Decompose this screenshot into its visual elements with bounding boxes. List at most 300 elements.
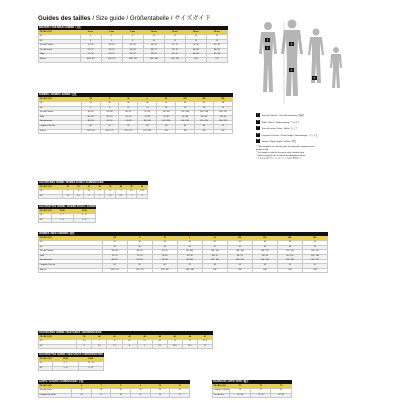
table-cell: 14 xyxy=(185,39,206,44)
table-cell: T2 xyxy=(250,385,271,389)
table-cell: 46 xyxy=(252,241,277,246)
table-cell: 2XL xyxy=(227,237,252,241)
row-label: US xyxy=(39,362,53,367)
table-cell: 9.5 xyxy=(126,190,137,195)
table-row xyxy=(39,129,233,134)
row-label: UK xyxy=(39,106,82,111)
table-cell: 36 xyxy=(127,241,152,246)
table-cell: 12 xyxy=(164,35,185,40)
table-cell: 28 xyxy=(170,389,190,394)
table-cell: 98 / 102 xyxy=(277,254,302,259)
note-line: * Cette longueur est calculée pour les pantalons uniquement en xyxy=(256,146,315,148)
size-table xyxy=(38,185,148,199)
table-cell: 90 / 94 xyxy=(227,254,252,259)
table-cell: 5 - 8 xyxy=(53,366,78,371)
row-label: UK xyxy=(39,245,103,250)
table-cell: 58 / 61 xyxy=(143,53,164,58)
table-cell: 78 / 82 xyxy=(157,115,176,120)
section-header: CHAUSSETTES HOMME / MEN SOCKS / HERRENSOCKEN xyxy=(39,354,103,356)
table-cell: 41 xyxy=(107,336,122,340)
table-cell: 106 / 110 xyxy=(176,120,195,125)
table-cell: 44 xyxy=(227,241,252,246)
table-cell: 10.5 xyxy=(167,344,182,349)
size-table xyxy=(38,357,104,371)
table-cell: 3XL xyxy=(195,98,214,102)
table-cell: 5.5 xyxy=(105,194,116,199)
table-cell: 25 xyxy=(150,389,170,394)
table-cell: 182 / 188 xyxy=(177,268,202,273)
table-cell: 53 / 55 xyxy=(101,53,122,58)
table-cell: 6 - 9 xyxy=(53,362,78,367)
row-label: US xyxy=(39,102,82,107)
table-cell: 44 xyxy=(227,245,252,250)
svg-text:5: 5 xyxy=(313,76,316,80)
note-line: * この長さはダブルヘムのパンツのみに有効です xyxy=(256,158,301,161)
table-cell: 10 xyxy=(143,39,164,44)
section-chaussettes-homme xyxy=(38,353,104,371)
table-cell: 6.5 xyxy=(92,344,107,349)
table-cell: 10 xyxy=(150,385,170,389)
table-cell: S xyxy=(127,237,152,241)
table-cell: 86 xyxy=(152,264,177,269)
table-cell: 20 xyxy=(111,389,131,394)
table-cell: 6.5 xyxy=(77,340,92,345)
table-cell: S xyxy=(100,98,119,102)
table-cell: 4 xyxy=(80,35,101,40)
table-cell: 40 xyxy=(177,241,202,246)
table-cell: 83 xyxy=(138,125,157,130)
table-cell: 188 xyxy=(227,268,252,273)
table-cell: 116 / 122 xyxy=(101,58,122,63)
table-cell: 82 xyxy=(119,125,138,130)
table-cell: 9 xyxy=(131,385,151,389)
table-cell: 5XL xyxy=(302,237,327,241)
table-cell: 152 / 158 xyxy=(164,58,185,63)
section-chaussettes-femme xyxy=(38,205,105,223)
row-label: UK xyxy=(39,194,63,199)
table-row xyxy=(39,194,148,199)
table-cell: 14 xyxy=(157,106,176,111)
table-cell: 16 xyxy=(72,393,92,398)
table-cell: 84 / 88 xyxy=(102,250,127,255)
table-cell: 158 / 164 xyxy=(81,129,100,134)
table-cell: 176 / 182 xyxy=(152,268,177,273)
table-cell: 9 xyxy=(137,344,152,349)
table-cell: 20 xyxy=(214,106,233,111)
table-cell: 8 xyxy=(122,35,143,40)
section-enfants xyxy=(38,26,228,63)
row-label: Taille xyxy=(39,53,81,58)
table-cell: 34 xyxy=(102,241,127,246)
table-cell: 8 xyxy=(122,39,143,44)
table-cell: 54 / 56 xyxy=(230,393,251,398)
size-table xyxy=(38,209,96,223)
row-label: US xyxy=(39,190,63,195)
table-cell: 86 / 90 xyxy=(202,254,227,259)
row-label: UK xyxy=(39,39,81,44)
table-cell: 110 / 114 xyxy=(195,120,214,125)
table-cell: 47 xyxy=(197,336,212,340)
table-cell: 8 xyxy=(100,106,119,111)
table-cell: 4 - 7 xyxy=(51,214,73,219)
table-cell: 50 xyxy=(302,241,327,246)
table-cell: 70 / 74 xyxy=(164,44,185,49)
row-label: Tour de tête xyxy=(213,393,230,398)
table-cell: 55 / 57 xyxy=(80,48,101,53)
table-cell: 85 xyxy=(176,125,195,130)
table-cell: 50 xyxy=(302,245,327,250)
legend-text: Longueur Perches / Pants length / Hosenlänge / パンツ丈 xyxy=(261,134,318,137)
row-label: FR / EU / 日本 xyxy=(39,210,52,214)
table-cell: 9 xyxy=(116,190,127,195)
legend-item xyxy=(256,138,356,145)
table-cell: 45 xyxy=(167,336,182,340)
svg-text:2: 2 xyxy=(266,46,269,50)
table-cell: 90 xyxy=(252,264,277,269)
table-cell: 70 / 74 xyxy=(102,254,127,259)
table-cell: 6 xyxy=(77,344,92,349)
section-header: CHAUSSURES HOMME / MEN SHOES / HERRENSCHUHE xyxy=(38,331,213,335)
table-cell: 170 xyxy=(206,58,227,63)
legend-text: Stature / Body height / Größe / 身長 xyxy=(261,141,297,144)
title-rest: / Size guide / Größentabelle / サイズガイド xyxy=(90,15,211,22)
table-cell: 10 xyxy=(119,106,138,111)
table-cell: 20 xyxy=(150,393,170,398)
table-cell: 15 xyxy=(72,389,92,394)
table-cell: 3XL xyxy=(252,237,277,241)
table-cell: 6 - 8 xyxy=(73,218,95,223)
table-cell: 11.5 xyxy=(182,344,197,349)
table-cell: 38 xyxy=(152,241,177,246)
table-cell: 106 / 110 xyxy=(227,259,252,264)
table-row xyxy=(213,393,292,398)
table-row xyxy=(39,344,213,349)
table-cell: 60 / 62 xyxy=(271,393,292,398)
table-cell: 11 xyxy=(167,340,182,345)
table-cell: 12 xyxy=(197,344,212,349)
table-cell: 8 xyxy=(137,194,148,199)
table-cell: 6 xyxy=(72,385,92,389)
table-cell: 40 xyxy=(116,186,127,190)
svg-text:1: 1 xyxy=(266,38,269,42)
section-header: CHAPEAUX / HATS / HÜTE / 帽子 xyxy=(212,380,292,384)
table-cell: 7 xyxy=(126,194,137,199)
table-cell: 5 xyxy=(62,190,73,195)
table-cell: 4 xyxy=(84,194,95,199)
table-cell: 16 xyxy=(176,106,195,111)
table-cell: 90 / 94 xyxy=(214,115,233,120)
table-cell: 19 xyxy=(131,393,151,398)
table-cell: 140 / 146 xyxy=(143,58,164,63)
row-label: UK xyxy=(39,366,53,371)
table-cell: 118 / 122 xyxy=(302,259,327,264)
table-cell: 90 / 94 xyxy=(100,120,119,125)
table-cell: 188 xyxy=(277,268,302,273)
table-cell: 48 xyxy=(214,102,233,107)
row-label: US xyxy=(39,35,81,40)
table-cell: 188 xyxy=(252,268,277,273)
table-cell: 62 / 66 xyxy=(81,115,100,120)
row-label: FR / EU / 日本 xyxy=(39,31,81,35)
title-bold: Guides des tailles xyxy=(38,15,91,22)
section-chaussures-homme xyxy=(38,331,213,349)
table-cell: 92 / 96 xyxy=(152,250,177,255)
table-cell: 14 xyxy=(185,35,206,40)
legend-number: 1 xyxy=(257,113,259,116)
table-cell: 170 / 176 xyxy=(119,129,138,134)
section-gants xyxy=(38,380,190,398)
table-cell: 6 ans xyxy=(101,31,122,35)
table-cell: 188 xyxy=(302,268,327,273)
section-header: GANTS / GLOVES / HANDSCHUHE / 手袋 xyxy=(38,380,190,384)
table-cell: 6 xyxy=(101,35,122,40)
row-label: FR / EU / 日本 xyxy=(39,385,72,389)
table-cell: 6 xyxy=(81,106,100,111)
table-cell: 3 - 5 xyxy=(51,218,73,223)
table-cell: 88 / 92 xyxy=(119,111,138,116)
table-cell: 7 xyxy=(91,385,111,389)
table-cell: 94 / 98 xyxy=(152,259,177,264)
section-header: CHAUSSURES FEMME / WOMEN SHOES / DAMENSCHUHE xyxy=(38,181,148,185)
table-cell: 36 xyxy=(100,102,119,107)
table-cell: 46 xyxy=(252,245,277,250)
legend-text: Tour de Poitrine / Chest Brustumfang / 胸囲 xyxy=(261,115,304,118)
table-cell: 38 xyxy=(152,245,177,250)
table-cell: 164 xyxy=(185,58,206,63)
table-cell: 16 ans xyxy=(206,31,227,35)
table-cell: 43 xyxy=(137,336,152,340)
table-cell: 59 / 61 xyxy=(101,48,122,53)
table-cell: 87 xyxy=(214,125,233,130)
row-label: UK xyxy=(39,218,52,223)
legend-number: 5 xyxy=(257,139,259,142)
table-cell: 16 xyxy=(206,39,227,44)
table-cell: 88 xyxy=(202,264,227,269)
table-cell: 57 xyxy=(250,389,271,394)
table-cell: 17 xyxy=(91,393,111,398)
section-header: CHAUSSETTES FEMME / WOMEN SOCKS / DAMENSOCKEN xyxy=(39,206,105,208)
row-label: Longueur Perches xyxy=(39,264,103,269)
table-cell: 10.5 xyxy=(137,190,148,195)
table-cell: 44 xyxy=(152,336,167,340)
table-cell: 10 xyxy=(143,35,164,40)
table-row xyxy=(39,58,228,63)
table-cell: 182 xyxy=(176,129,195,134)
table-cell: 8.5 xyxy=(122,340,137,345)
table-cell: 100 / 104 xyxy=(202,250,227,255)
table-cell: 91 xyxy=(277,264,302,269)
legend-number: 2 xyxy=(257,119,259,122)
row-label: FR / EU / 日本 xyxy=(39,237,103,241)
table-cell: 4XL xyxy=(277,237,302,241)
row-label: Tour de Poitrine xyxy=(39,44,81,49)
row-label: FR / EU / 日本 xyxy=(39,98,82,102)
row-label: FR / EU / 日本 xyxy=(39,358,53,362)
table-cell: 86 / 90 xyxy=(81,120,100,125)
table-cell: 7 xyxy=(92,340,107,345)
table-cell: 86 / 90 xyxy=(102,259,127,264)
legend-text: Tour de bassin / Hips / Hüfte / ヒップ xyxy=(261,128,298,131)
table-cell: M xyxy=(119,98,138,102)
table-cell: 164 / 170 xyxy=(102,268,127,273)
table-cell: 39-42 xyxy=(73,210,95,214)
table-cell: 54 xyxy=(230,389,251,394)
row-label: Stature xyxy=(39,129,82,134)
svg-text:3: 3 xyxy=(290,42,293,46)
table-cell: 108 / 112 xyxy=(214,111,233,116)
row-label: US xyxy=(39,340,77,345)
table-cell: 61 / 63 xyxy=(164,53,185,58)
table-cell: 88 / 92 xyxy=(127,250,152,255)
table-cell: 64 / 66 xyxy=(185,53,206,58)
table-cell: 8 xyxy=(122,344,137,349)
table-cell: 57 / 59 xyxy=(250,393,271,398)
table-cell: 14 ans xyxy=(185,31,206,35)
table-cell: 81 xyxy=(100,125,119,130)
table-cell: 86 xyxy=(195,125,214,130)
table-cell: 80 / 84 xyxy=(81,111,100,116)
row-label: UK xyxy=(39,344,77,349)
row-label: Longueur Perches xyxy=(39,125,82,130)
body-silhouettes-illustration xyxy=(254,20,346,104)
table-cell: 4XL xyxy=(214,98,233,102)
table-cell: 3.5 xyxy=(73,194,84,199)
table-cell: 55 / 57 xyxy=(122,53,143,58)
table-cell: 39 xyxy=(77,336,92,340)
row-label: Stature xyxy=(39,268,103,273)
table-cell: 42 xyxy=(202,245,227,250)
table-cell: 8 xyxy=(111,385,131,389)
table-cell: 8 - 11 xyxy=(73,214,95,219)
table-cell: 12 xyxy=(164,39,185,44)
table-cell: XL xyxy=(202,237,227,241)
table-cell: 40 xyxy=(177,245,202,250)
row-label: US xyxy=(39,241,103,246)
svg-text:4: 4 xyxy=(290,68,293,72)
row-label: Taille xyxy=(39,254,103,259)
table-cell: 38 xyxy=(119,102,138,107)
table-cell: 182 xyxy=(157,129,176,134)
table-cell: 86 / 90 xyxy=(206,48,227,53)
table-cell: 62 / 64 xyxy=(122,44,143,49)
section-header: HOMMES / MEN / HERREN / 男性 xyxy=(38,232,328,236)
table-cell: 39-42 xyxy=(53,358,78,362)
table-cell: 60 xyxy=(271,389,292,394)
table-cell: 21 xyxy=(170,393,190,398)
size-table xyxy=(38,384,190,398)
row-label: FR / EU / 日本 xyxy=(39,186,63,190)
row-label: Tour de mains xyxy=(39,389,72,394)
table-cell: 48 xyxy=(277,241,302,246)
table-cell: 12 xyxy=(138,106,157,111)
table-cell: 4 ans xyxy=(80,31,101,35)
table-cell: 54 / 56 xyxy=(80,44,101,49)
size-table xyxy=(38,97,233,134)
table-cell: 94 / 98 xyxy=(252,254,277,259)
table-cell: 9.5 xyxy=(137,340,152,345)
row-label: Stature xyxy=(39,58,81,63)
table-cell: 2.5 xyxy=(62,194,73,199)
table-cell: 84 xyxy=(102,264,127,269)
table-row xyxy=(39,218,96,223)
table-cell: 92 xyxy=(302,264,327,269)
row-label: US xyxy=(39,214,52,219)
hem-note xyxy=(256,146,366,161)
table-cell: 102 / 106 xyxy=(302,254,327,259)
table-cell: 6 xyxy=(73,190,84,195)
row-label: Tour de bassin xyxy=(39,259,103,264)
table-cell: 104 / 110 xyxy=(80,58,101,63)
section-femmes xyxy=(38,93,233,134)
table-row xyxy=(39,268,328,273)
section-chapeaux xyxy=(212,380,292,398)
table-cell: 16 xyxy=(206,35,227,40)
section-chaussures-femme xyxy=(38,181,148,199)
table-cell: 68 / 72 xyxy=(143,48,164,53)
table-cell: 100 / 104 xyxy=(176,111,195,116)
table-cell: 182 xyxy=(195,129,214,134)
table-cell: 164 / 170 xyxy=(100,129,119,134)
table-cell: 51 / 52 xyxy=(80,53,101,58)
table-cell: 176 / 182 xyxy=(138,129,157,134)
table-cell: 42 xyxy=(157,102,176,107)
table-cell: 6 xyxy=(101,39,122,44)
table-cell: 74 / 78 xyxy=(127,254,152,259)
table-cell: 67 / 69 xyxy=(206,53,227,58)
table-cell: 6.5 xyxy=(84,190,95,195)
table-cell: 85 xyxy=(127,264,152,269)
table-cell: 35-38 xyxy=(51,210,73,214)
table-cell: 6.5 xyxy=(116,194,127,199)
table-cell: 12 ans xyxy=(164,31,185,35)
size-table xyxy=(38,30,228,63)
table-cell: 96 / 100 xyxy=(157,111,176,116)
table-cell: 102 / 106 xyxy=(157,120,176,125)
table-cell: 35 xyxy=(62,186,73,190)
table-cell: 90 / 94 xyxy=(127,259,152,264)
row-label: Taille xyxy=(39,115,82,120)
table-cell: 10 ans xyxy=(143,31,164,35)
table-cell: T3 xyxy=(271,385,292,389)
note-line: * This length is valid for the pants with a double-hem xyxy=(256,152,305,155)
section-header: ENFANTS / CHILDREN / KINDER / 子供 xyxy=(38,26,228,30)
size-table xyxy=(38,335,213,349)
table-cell: 34 xyxy=(102,245,127,250)
table-cell: 37 xyxy=(84,186,95,190)
table-cell: 128 / 134 xyxy=(122,58,143,63)
table-cell: 38 xyxy=(94,186,105,190)
table-cell: 84 xyxy=(157,125,176,130)
size-table xyxy=(38,236,328,273)
table-cell: T1 xyxy=(230,385,251,389)
table-cell: 63 / 66 xyxy=(122,48,143,53)
table-cell: 44 xyxy=(176,102,195,107)
row-label: FR / EU / 日本 xyxy=(39,336,77,340)
table-cell: 18 xyxy=(91,389,111,394)
table-cell: 94 / 98 xyxy=(119,120,138,125)
table-cell: 12.5 xyxy=(197,340,212,345)
row-label: Tour de bassin xyxy=(39,120,82,125)
table-cell: 23 xyxy=(131,389,151,394)
table-cell: 12 xyxy=(182,340,197,345)
table-cell: 8 xyxy=(105,190,116,195)
table-cell: 58 / 60 xyxy=(101,44,122,49)
table-cell: 46 xyxy=(195,102,214,107)
table-cell: 10 - 13 xyxy=(78,362,103,367)
table-cell: 84 / 88 xyxy=(100,111,119,116)
row-label: Tour de Poitrine xyxy=(39,111,82,116)
measurement-legend xyxy=(256,112,356,145)
